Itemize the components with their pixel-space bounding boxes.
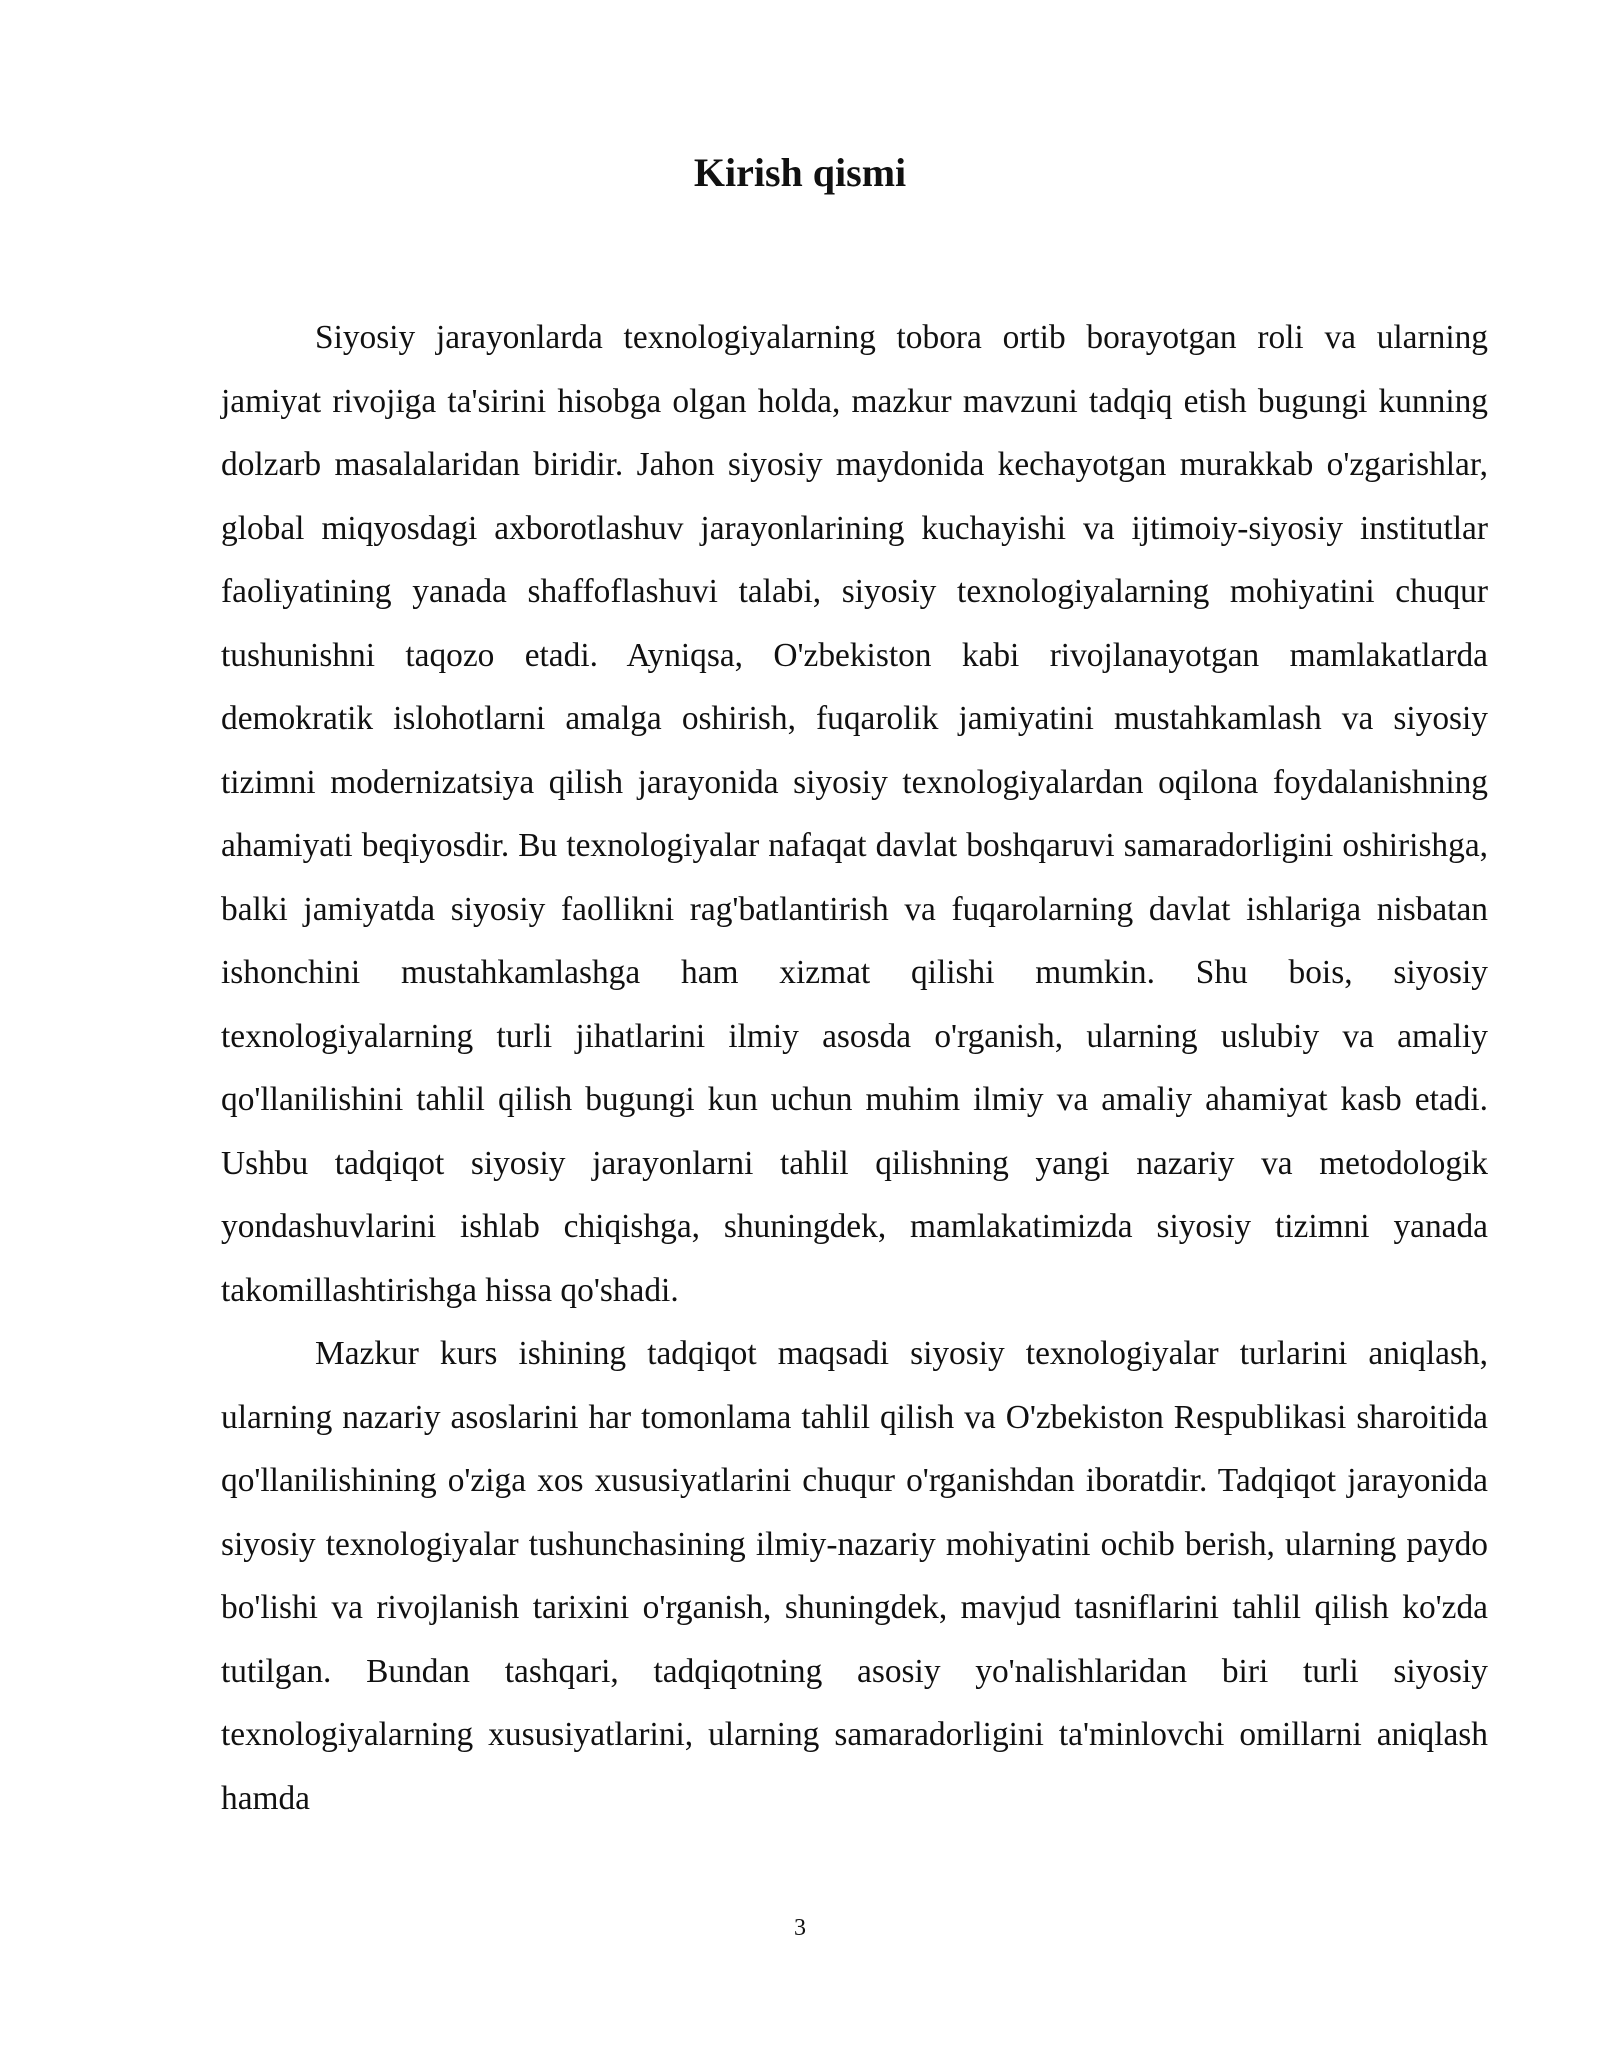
page-title: Kirish qismi xyxy=(693,150,907,195)
page-number: 3 xyxy=(794,1915,806,1941)
body-text xyxy=(221,306,1488,1830)
paragraph: Mazkur kurs ishining tadqiqot maqsadi siyosiy texnologiyalar turlarini aniqlash, ularning nazariy asoslarini har tomonlama tahlil qilish va O'zbekiston Respublikasi sharoitida qo'llanilishining o'ziga xos xususiyatlarini chuqur o'rganishdan iboratdir. Tadqiqot jarayonida siyosiy texnologiyalar tushunchasining ilmiy-nazariy mohiyatini ochib berish, ularning paydo bo'lishi va rivojlanish tarixini o'rganish, shuningdek, mavjud tasniflarini tahlil qilish ko'zda tutilgan. Bundan tashqari, tadqiqotning asosiy yo'nalishlaridan biri turli siyosiy texnologiyalarning xususiyatlarini, ularning samaradorligini ta'minlovchi omillarni aniqlash hamda xyxy=(221,1335,1488,1817)
paragraph: Siyosiy jarayonlarda texnologiyalarning tobora ortib borayotgan roli va ularning jamiyat rivojiga ta'sirini hisobga olgan holda, mazkur mavzuni tadqiq etish bugungi kunning dolzarb masalalaridan biridir. Jahon siyosiy maydonida kechayotgan murakkab o'zgarishlar, global miqyosdagi axborotlashuv jarayonlarining kuchayishi va ijtimoiy-siyosiy institutlar faoliyatining yanada shaffoflashuvi talabi, siyosiy texnologiyalarning mohiyatini chuqur tushunishni taqozo etadi. Ayniqsa, O'zbekiston kabi rivojlanayotgan mamlakatlarda demokratik islohotlarni amalga oshirish, fuqarolik jamiyatini mustahkamlash va siyosiy tizimni modernizatsiya qilish jarayonida siyosiy texnologiyalardan oqilona foydalanishning ahamiyati beqiyosdir. Bu texnologiyalar nafaqat davlat boshqaruvi samaradorligini oshirishga, balki jamiyatda siyosiy faollikni rag'batlantirish va fuqarolarning davlat ishlariga nisbatan ishonchini mustahkamlashga ham xizmat qilishi mumkin. Shu bois, siyosiy texnologiyalarning turli jihatlarini ilmiy asosda o'rganish, ularning uslubiy va amaliy qo'llanilishini tahlil qilish bugungi kun uchun muhim ilmiy va amaliy ahamiyat kasb etadi. Ushbu tadqiqot siyosiy jarayonlarni tahlil qilishning yangi nazariy va metodologik yondashuvlarini ishlab chiqishga, shuningdek, mamlakatimizda siyosiy tizimni yanada takomillashtirishga hissa qo'shadi. xyxy=(221,319,1488,1309)
